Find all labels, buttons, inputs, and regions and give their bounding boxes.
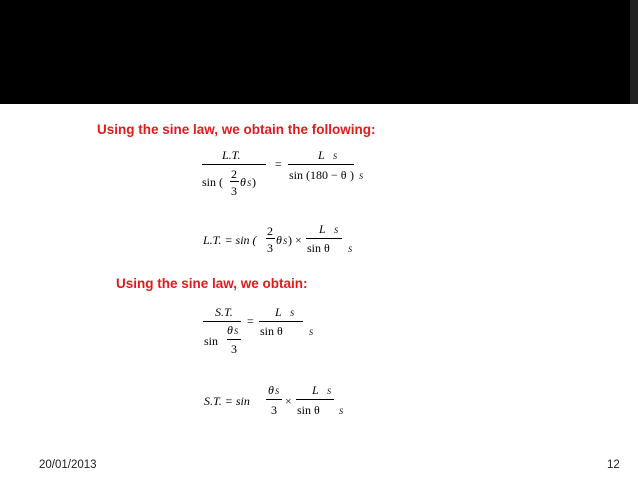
eq4-right-numerator: L xyxy=(312,383,319,397)
eq2-frac-num: 2 xyxy=(267,224,273,238)
eq1-theta: θ xyxy=(240,175,246,189)
equation-lt-value xyxy=(203,222,353,262)
eq3-left-fraction-bar xyxy=(203,321,241,322)
eq2-right-denominator-sub: S xyxy=(348,245,352,254)
eq2-right-fraction-bar xyxy=(306,238,342,239)
eq1-frac-num: 2 xyxy=(231,167,237,181)
eq4-theta-numerator: θ xyxy=(268,383,274,397)
eq2-right-numerator-sub: S xyxy=(334,226,338,235)
equation-st-value xyxy=(204,383,344,423)
equation-st-ratio xyxy=(203,305,313,365)
eq4-lhs: S.T. = sin xyxy=(204,394,250,408)
eq4-right-denominator: sin θ xyxy=(297,403,320,417)
banner-accent xyxy=(630,0,638,104)
eq3-right-denominator: sin θ xyxy=(260,324,283,338)
eq1-right-numerator-sub: S xyxy=(333,152,337,161)
eq1-left-denominator-suffix: ) xyxy=(252,175,256,189)
eq4-right-fraction-bar xyxy=(296,399,334,400)
title-banner xyxy=(0,0,638,104)
equation-lt-ratio xyxy=(200,148,363,208)
eq4-times: × xyxy=(285,394,292,408)
eq2-theta: θ xyxy=(276,233,282,247)
eq1-equals: = xyxy=(275,157,282,171)
slide-number: 12 xyxy=(607,459,620,471)
eq4-right-numerator-sub: S xyxy=(327,387,331,396)
eq3-equals: = xyxy=(247,314,254,328)
footer-date: 20/01/2013 xyxy=(39,459,97,471)
eq1-left-numerator: L.T. xyxy=(222,148,241,162)
eq4-theta-sub: S xyxy=(275,387,279,396)
eq3-sin: sin xyxy=(204,334,219,348)
eq3-right-numerator-sub: S xyxy=(290,309,294,318)
eq1-frac-den: 3 xyxy=(231,184,237,198)
eq1-right-denominator: sin (180 − θ xyxy=(289,168,347,182)
eq3-right-denominator-sub: S xyxy=(309,328,313,337)
eq1-small-fraction-bar xyxy=(230,181,239,182)
eq1-right-denominator-suffix: ) xyxy=(350,168,354,182)
eq4-right-denominator-sub: S xyxy=(339,407,343,416)
eq3-den-3: 3 xyxy=(231,342,237,356)
eq3-theta-numerator: θ xyxy=(227,323,233,337)
eq3-small-fraction-bar xyxy=(227,339,241,340)
eq3-left-numerator: S.T. xyxy=(215,305,233,319)
eq3-right-fraction-bar xyxy=(259,321,303,322)
heading-sine-law-obtain: Using the sine law, we obtain: xyxy=(116,276,308,291)
eq2-theta-sub: S xyxy=(283,237,287,246)
eq1-left-fraction-bar xyxy=(202,164,266,165)
eq2-right-numerator: L xyxy=(319,222,326,236)
eq2-small-fraction-bar xyxy=(266,238,275,239)
eq1-left-denominator-prefix: sin ( xyxy=(202,175,223,189)
eq3-right-numerator: L xyxy=(275,305,282,319)
eq1-right-fraction-bar xyxy=(288,164,354,165)
eq2-times: ) × xyxy=(288,233,302,247)
eq1-right-numerator: L xyxy=(318,148,325,162)
eq2-right-denominator: sin θ xyxy=(307,241,330,255)
eq1-theta-sub: S xyxy=(247,179,251,188)
eq2-frac-den: 3 xyxy=(267,241,273,255)
eq2-lhs: L.T. = sin ( xyxy=(203,233,257,247)
eq3-theta-sub: S xyxy=(234,327,238,336)
eq4-den-3: 3 xyxy=(271,403,277,417)
eq1-right-denominator-sub: S xyxy=(359,172,363,181)
eq4-small-fraction-bar xyxy=(266,399,282,400)
heading-sine-law-following: Using the sine law, we obtain the following: xyxy=(97,122,376,137)
